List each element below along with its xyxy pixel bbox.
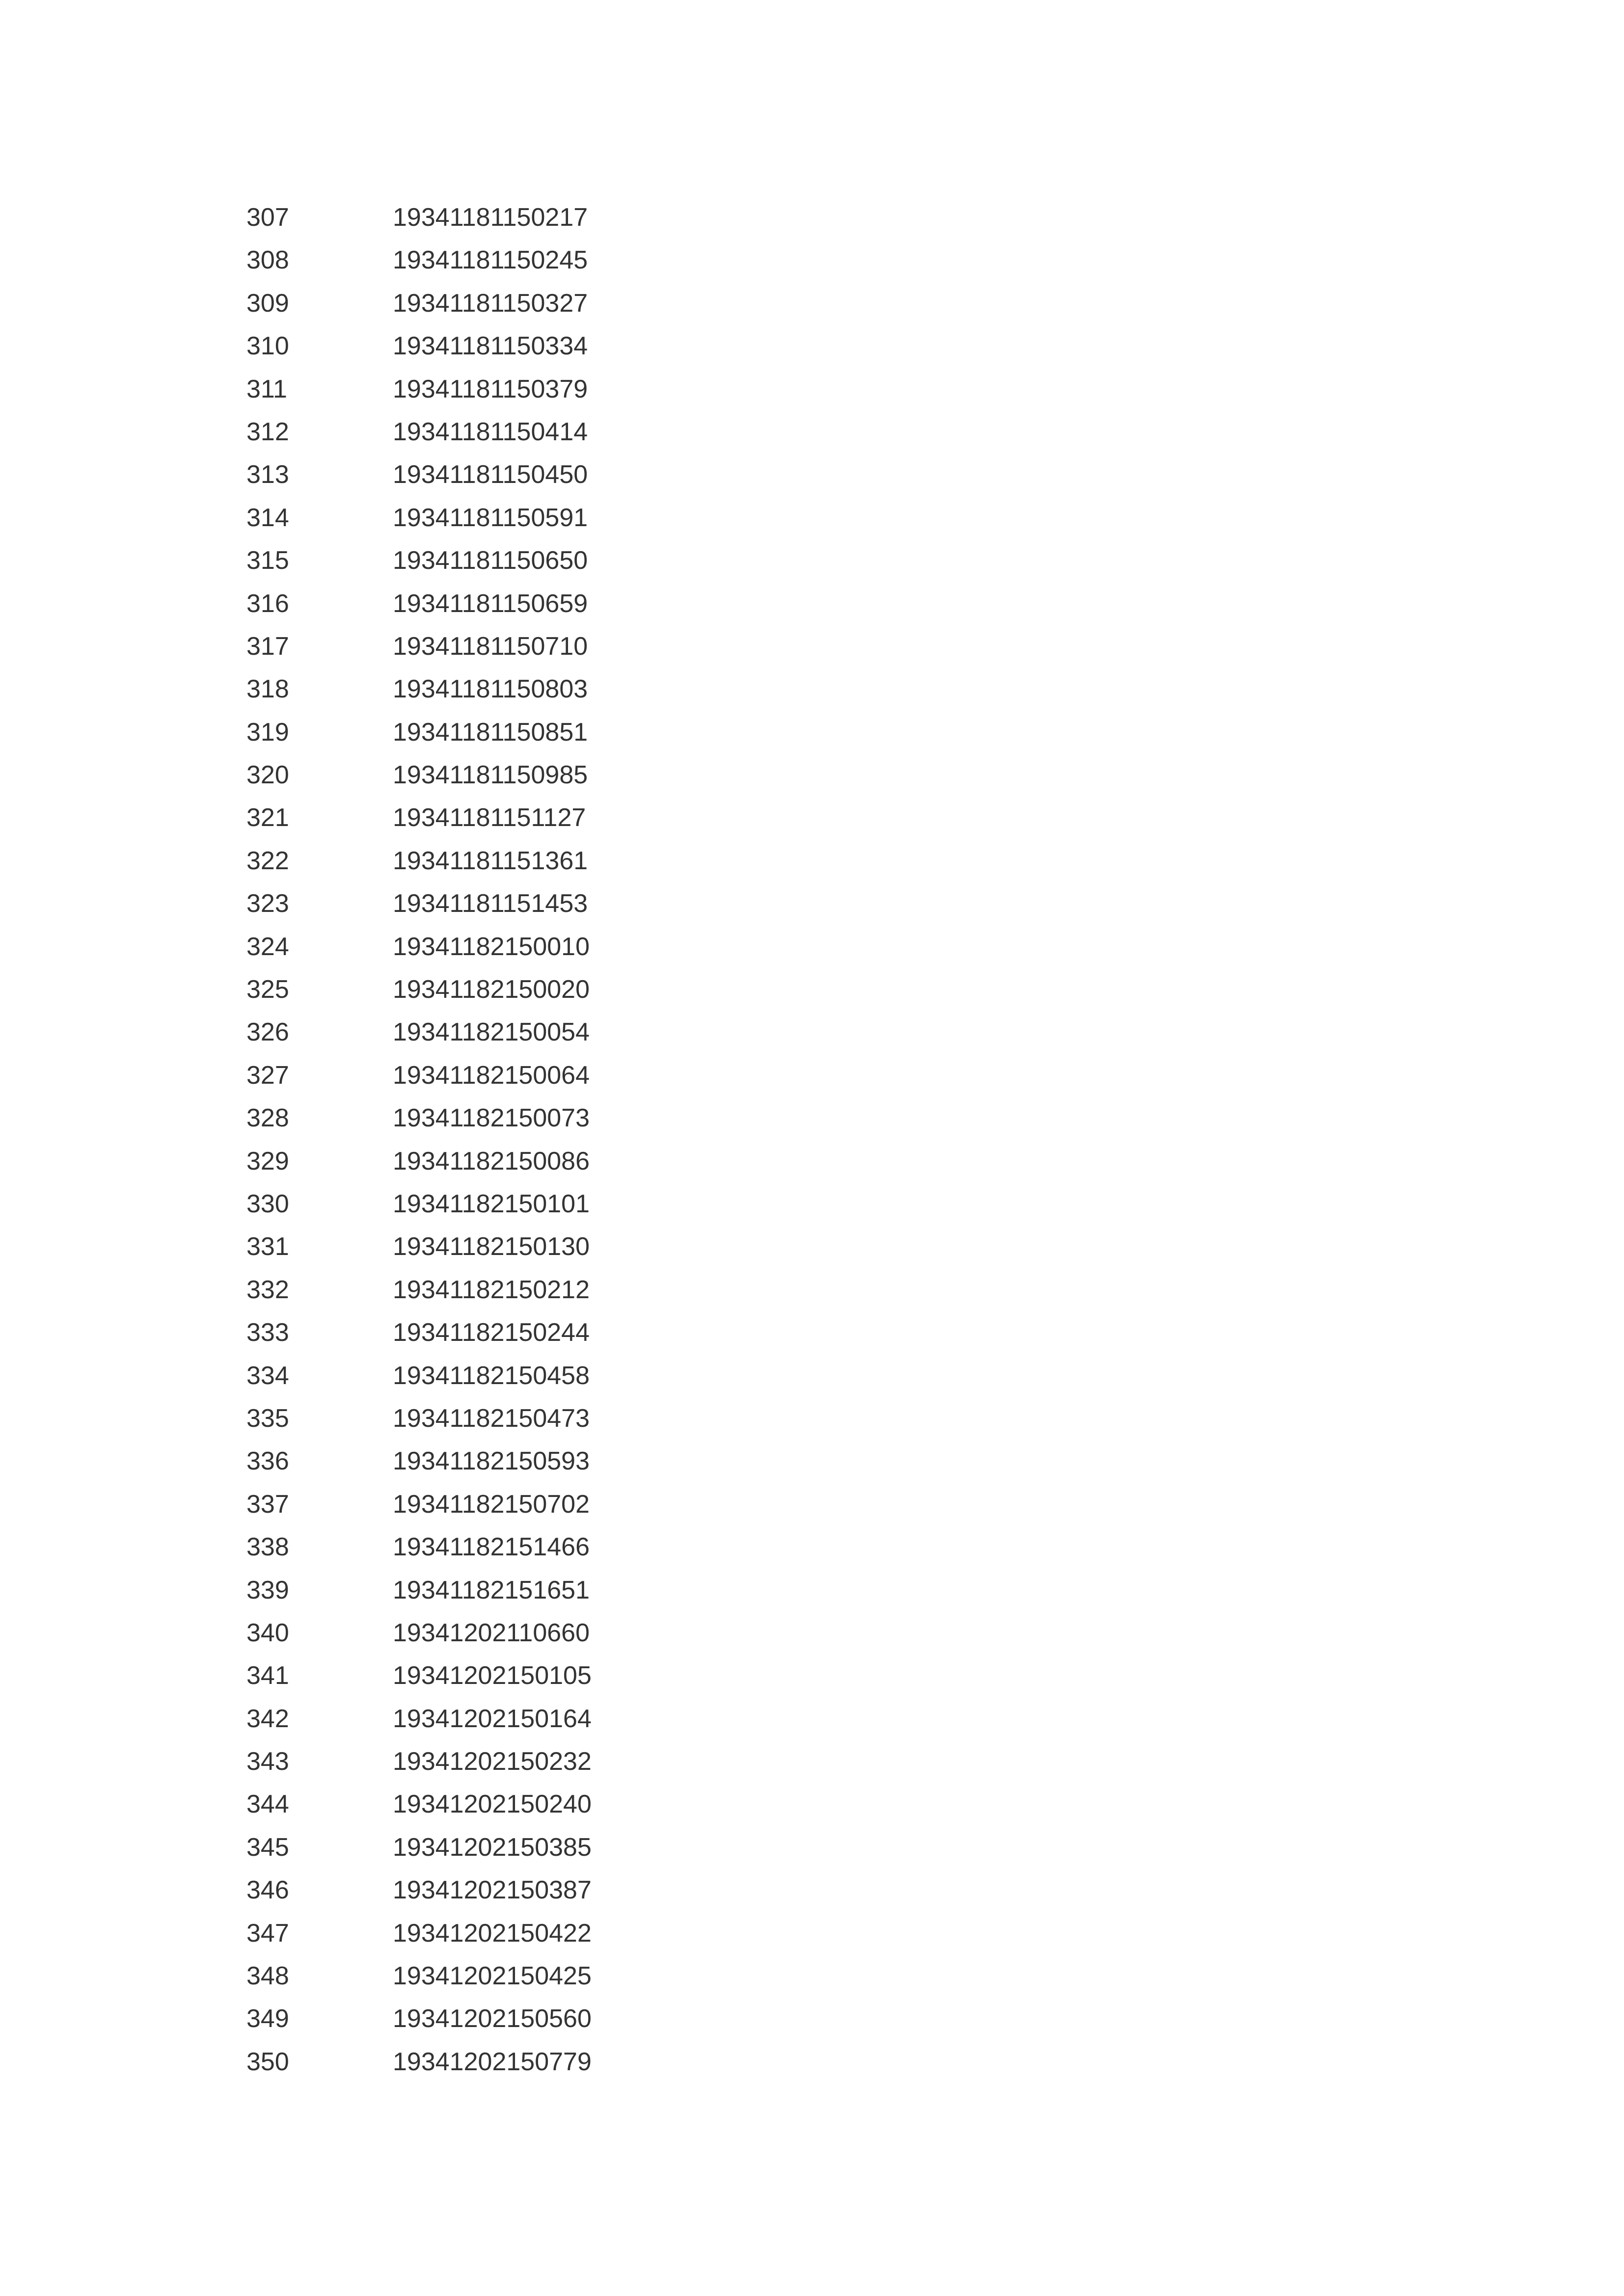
list-row xyxy=(246,368,737,411)
list-row xyxy=(246,282,737,325)
list-row xyxy=(246,1912,737,1955)
row-number: 327 xyxy=(246,1061,289,1090)
list-row xyxy=(246,1955,737,1998)
list-row xyxy=(246,1526,737,1569)
row-number: 309 xyxy=(246,289,289,318)
row-code: 19341182150020 xyxy=(393,975,590,1004)
row-number: 323 xyxy=(246,889,289,918)
row-number: 313 xyxy=(246,460,289,489)
row-code: 19341202150560 xyxy=(393,2004,592,2033)
list-row xyxy=(246,754,737,797)
row-code: 19341181150650 xyxy=(393,546,588,575)
list-row xyxy=(246,1269,737,1311)
row-code: 19341202150240 xyxy=(393,1790,592,1819)
row-number: 341 xyxy=(246,1661,289,1690)
list-row xyxy=(246,711,737,754)
list-row xyxy=(246,1183,737,1226)
row-number: 322 xyxy=(246,846,289,875)
row-number: 336 xyxy=(246,1447,289,1476)
row-code: 19341181150334 xyxy=(393,332,588,361)
row-code: 19341182151466 xyxy=(393,1533,590,1562)
row-code: 19341202150387 xyxy=(393,1876,592,1905)
list-row xyxy=(246,539,737,582)
row-number: 345 xyxy=(246,1833,289,1862)
row-code: 19341181150985 xyxy=(393,761,588,790)
row-code: 19341182150244 xyxy=(393,1318,590,1347)
row-number: 330 xyxy=(246,1189,289,1218)
row-code: 19341202150232 xyxy=(393,1747,592,1776)
list-row xyxy=(246,239,737,282)
row-code: 19341182150101 xyxy=(393,1189,590,1218)
row-number: 326 xyxy=(246,1018,289,1047)
row-code: 19341182150010 xyxy=(393,932,590,961)
list-row xyxy=(246,196,737,239)
row-number: 333 xyxy=(246,1318,289,1347)
list-row xyxy=(246,583,737,625)
row-number: 346 xyxy=(246,1876,289,1905)
row-number: 332 xyxy=(246,1275,289,1304)
row-number: 334 xyxy=(246,1361,289,1390)
list-row xyxy=(246,1612,737,1655)
row-number: 343 xyxy=(246,1747,289,1776)
list-row xyxy=(246,1097,737,1140)
row-number: 319 xyxy=(246,718,289,747)
row-number: 340 xyxy=(246,1618,289,1647)
list-row xyxy=(246,797,737,839)
row-code: 19341181151453 xyxy=(393,889,588,918)
row-code: 19341181150327 xyxy=(393,289,588,318)
row-code: 19341181150450 xyxy=(393,460,588,489)
row-code: 19341202150422 xyxy=(393,1919,592,1948)
row-number: 312 xyxy=(246,417,289,446)
list-row xyxy=(246,1054,737,1097)
list-row xyxy=(246,497,737,539)
list-row xyxy=(246,668,737,711)
row-number: 349 xyxy=(246,2004,289,2033)
row-code: 19341202150425 xyxy=(393,1962,592,1991)
row-code: 19341181150217 xyxy=(393,203,588,232)
list-row xyxy=(246,2041,737,2083)
row-code: 19341181150591 xyxy=(393,503,588,532)
list-row xyxy=(246,1311,737,1354)
row-code: 19341181150803 xyxy=(393,675,588,704)
list-row xyxy=(246,968,737,1011)
row-number: 315 xyxy=(246,546,289,575)
row-number: 331 xyxy=(246,1232,289,1261)
row-code: 19341182150064 xyxy=(393,1061,590,1090)
list-row xyxy=(246,1011,737,1054)
row-number: 338 xyxy=(246,1533,289,1562)
row-number: 316 xyxy=(246,589,289,618)
list-row xyxy=(246,1655,737,1697)
row-number: 324 xyxy=(246,932,289,961)
row-number: 321 xyxy=(246,803,289,832)
row-code: 19341181150710 xyxy=(393,632,588,661)
list-row xyxy=(246,1998,737,2040)
row-number: 350 xyxy=(246,2047,289,2076)
row-code: 19341181150851 xyxy=(393,718,588,747)
list-row xyxy=(246,882,737,925)
row-number: 318 xyxy=(246,675,289,704)
list-row xyxy=(246,1740,737,1783)
row-code: 19341181150414 xyxy=(393,417,588,446)
row-number: 328 xyxy=(246,1104,289,1133)
row-number: 347 xyxy=(246,1919,289,1948)
row-number: 337 xyxy=(246,1490,289,1519)
row-code: 19341182150473 xyxy=(393,1404,590,1433)
row-code: 19341181150379 xyxy=(393,374,588,403)
list-row xyxy=(246,454,737,496)
row-code: 19341182151651 xyxy=(393,1575,590,1604)
row-number: 317 xyxy=(246,632,289,661)
list-row xyxy=(246,1140,737,1183)
row-code: 19341181151127 xyxy=(393,803,586,832)
list-row xyxy=(246,1483,737,1526)
row-number: 329 xyxy=(246,1147,289,1175)
row-code: 19341202150385 xyxy=(393,1833,592,1862)
list-row xyxy=(246,926,737,968)
row-code: 19341202150105 xyxy=(393,1661,592,1690)
list-row xyxy=(246,1397,737,1440)
list-row xyxy=(246,325,737,368)
row-code: 19341182150212 xyxy=(393,1275,590,1304)
row-code: 19341182150073 xyxy=(393,1104,590,1133)
number-list xyxy=(246,196,737,2083)
row-code: 19341182150130 xyxy=(393,1232,590,1261)
list-row xyxy=(246,625,737,668)
row-code: 19341181150659 xyxy=(393,589,588,618)
row-number: 342 xyxy=(246,1704,289,1733)
row-number: 335 xyxy=(246,1404,289,1433)
list-row xyxy=(246,411,737,454)
row-number: 311 xyxy=(246,374,287,403)
row-number: 320 xyxy=(246,761,289,790)
row-number: 307 xyxy=(246,203,289,232)
row-code: 19341181151361 xyxy=(393,846,588,875)
row-code: 19341202150779 xyxy=(393,2047,592,2076)
list-row xyxy=(246,1826,737,1869)
list-row xyxy=(246,1698,737,1740)
row-number: 339 xyxy=(246,1575,289,1604)
list-row xyxy=(246,1226,737,1268)
list-row xyxy=(246,1355,737,1397)
row-number: 310 xyxy=(246,332,289,361)
row-code: 19341182150458 xyxy=(393,1361,590,1390)
row-code: 19341182150054 xyxy=(393,1018,590,1047)
row-code: 19341202110660 xyxy=(393,1618,590,1647)
list-row xyxy=(246,1569,737,1612)
list-row xyxy=(246,1440,737,1483)
row-number: 348 xyxy=(246,1962,289,1991)
list-row xyxy=(246,1869,737,1912)
list-row xyxy=(246,840,737,882)
row-code: 19341182150086 xyxy=(393,1147,590,1175)
row-code: 19341182150593 xyxy=(393,1447,590,1476)
list-row xyxy=(246,1783,737,1826)
row-code: 19341181150245 xyxy=(393,246,588,275)
row-number: 314 xyxy=(246,503,289,532)
row-number: 325 xyxy=(246,975,289,1004)
row-number: 308 xyxy=(246,246,289,275)
row-code: 19341202150164 xyxy=(393,1704,592,1733)
row-number: 344 xyxy=(246,1790,289,1819)
row-code: 19341182150702 xyxy=(393,1490,590,1519)
